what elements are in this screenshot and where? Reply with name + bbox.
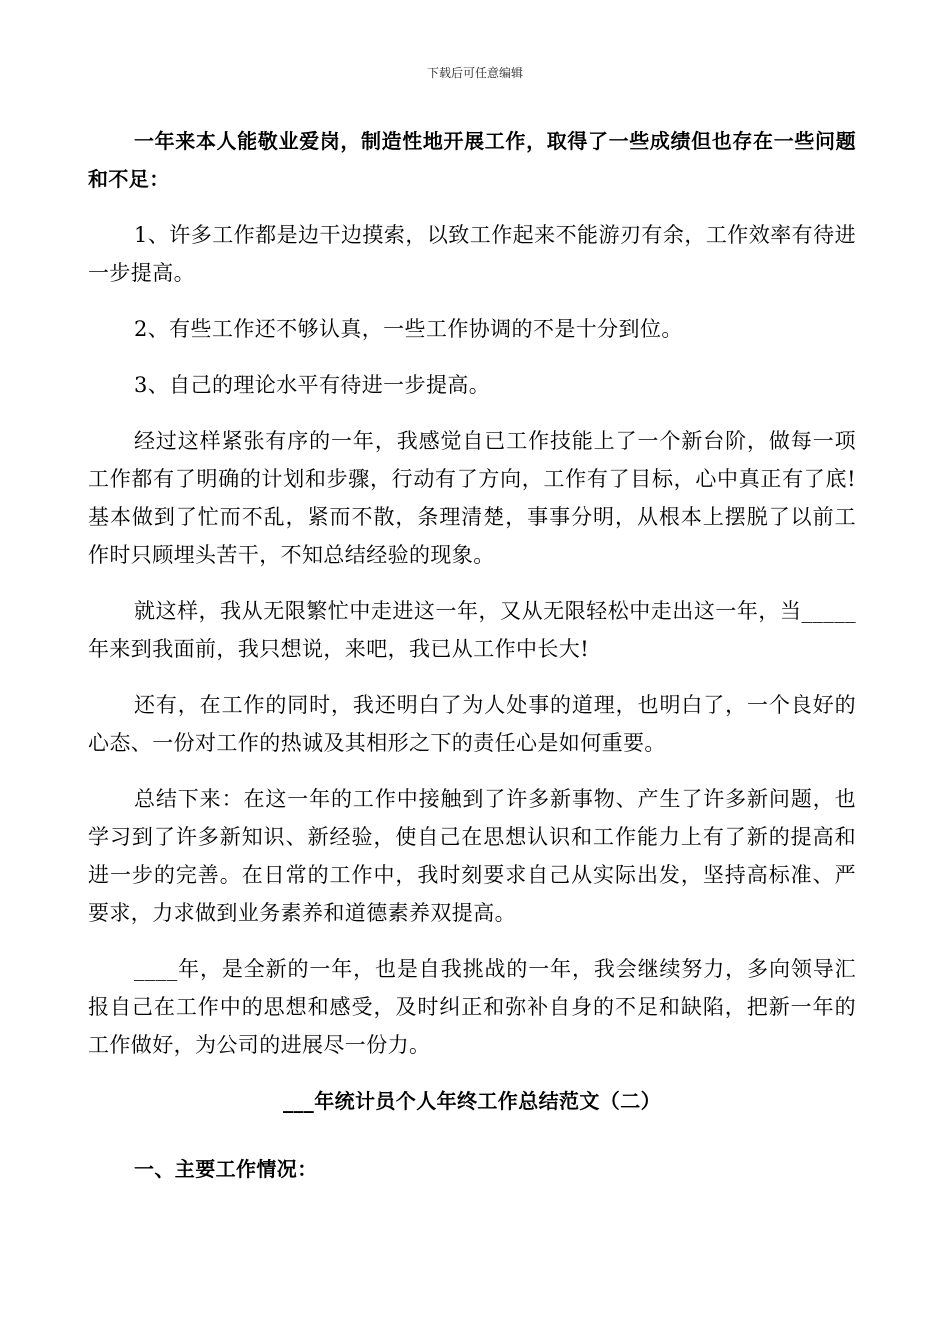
body-paragraph: 还有，在工作的同时，我还明白了为人处事的道理，也明白了，一个良好的心态、一份对工作的热诚及其相形之下的责任心是如何重要。 — [88, 693, 856, 755]
section-title: ___年统计员个人年终工作总结范文（二） — [283, 1089, 661, 1113]
body-paragraph: 就这样，我从无限繁忙中走进这一年，又从无限轻松中走出这一年，当_____年来到我面前，我只想说，来吧，我已从工作中长大! — [88, 599, 856, 661]
list-item-3: 3、自己的理论水平有待进一步提高。 — [134, 373, 491, 397]
page-header-note: 下载后可任意编辑 — [426, 66, 523, 80]
intro-paragraph: 一年来本人能敬业爱岗，制造性地开展工作，取得了一些成绩但也存在一些问题和不足： — [88, 129, 856, 191]
body-paragraph: 经过这样紧张有序的一年，我感觉自已工作技能上了一个新台阶，做每一项工作都有了明确的计划和步骤，行动有了方向，工作有了目标，心中真正有了底!基本做到了忙而不乱，紧而不散，条理清楚，事事分明，从根本上摆脱了以前工作时只顾埋头苦干，不知总结经验的现象。 — [88, 429, 856, 567]
body-paragraph: 总结下来：在这一年的工作中接触到了许多新事物、产生了许多新问题，也学习到了许多新知识、新经验，使自己在思想认识和工作能力上有了新的提高和进一步的完善。在日常的工作中，我时刻要求自己从实际出发，坚持高标准、严要求，力求做到业务素养和道德素养双提高。 — [88, 787, 856, 925]
list-item-1: 1、许多工作都是边干边摸索，以致工作起来不能游刃有余，工作效率有待进一步提高。 — [88, 223, 856, 285]
body-paragraph: ____年，是全新的一年，也是自我挑战的一年，我会继续努力，多向领导汇报自己在工作中的思想和感受，及时纠正和弥补自身的不足和缺陷，把新一年的工作做好，为公司的进展尽一份力。 — [88, 957, 856, 1057]
list-item-2: 2、有些工作还不够认真，一些工作协调的不是十分到位。 — [134, 317, 683, 341]
document-body — [88, 122, 856, 1206]
subheading: 一、主要工作情况： — [134, 1157, 318, 1181]
